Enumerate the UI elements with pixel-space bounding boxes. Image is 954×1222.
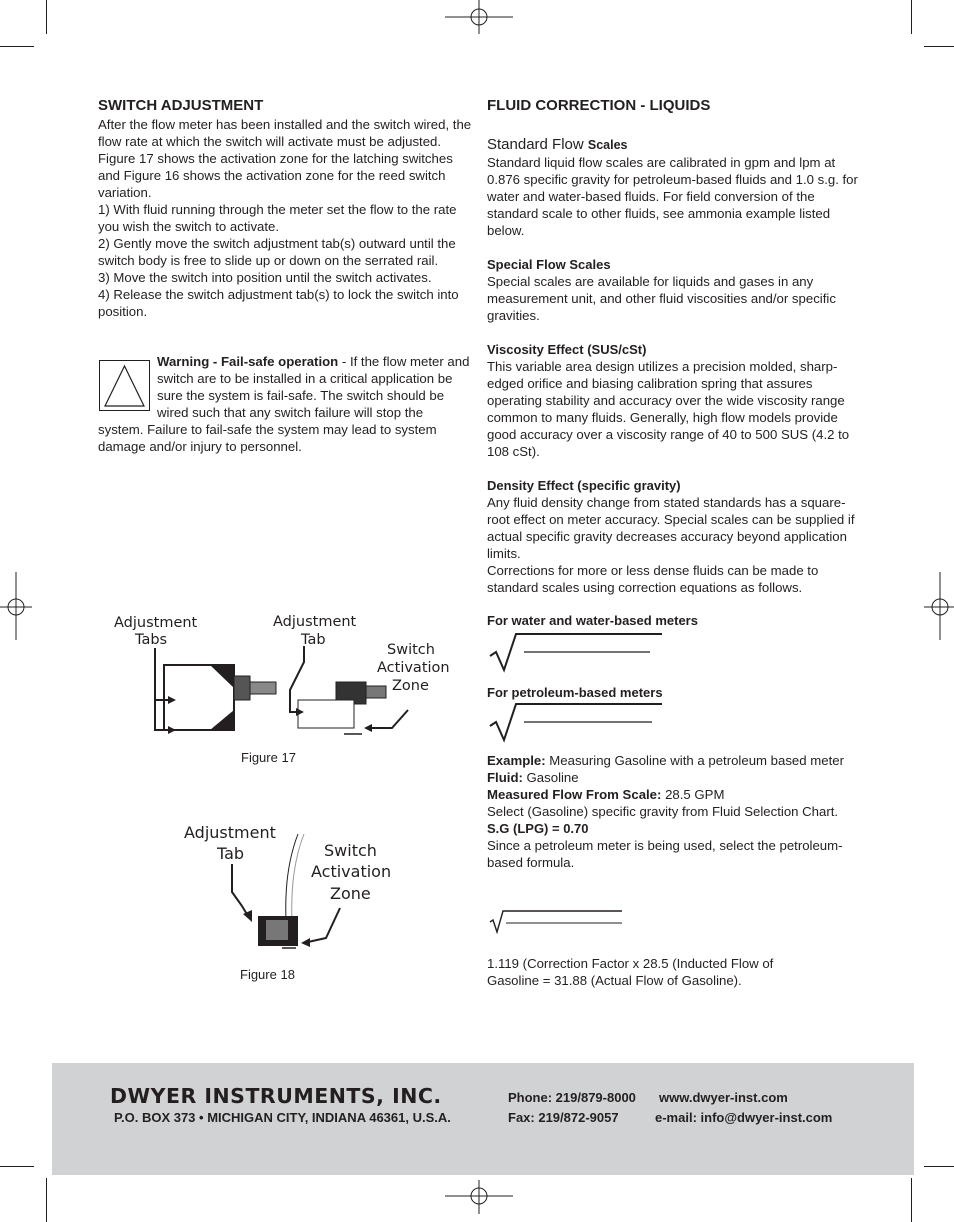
step-item: 2) Gently move the switch adjustment tab(s) outward until the switch body is free to slide up or down on the serrated rail.: [98, 236, 456, 268]
water-formula-sqrt-icon: [488, 630, 668, 674]
warning-label: Warning - Fail-safe operation: [157, 354, 339, 369]
viscosity-heading: Viscosity Effect (SUS/cSt): [487, 342, 647, 357]
section-title: FLUID CORRECTION - LIQUIDS: [487, 97, 711, 114]
std-text: Standard liquid flow scales are calibrated in gpm and lpm at 0.876 specific gravity for petroleum-based fluids and 1.0 s.g. for water and water-based fluids. For field conversion of the standard scale to other fluids, see ammonia example listed below.: [487, 155, 858, 238]
company-name: DWYER INSTRUMENTS, INC.: [110, 1084, 442, 1108]
example-label: Example:: [487, 753, 546, 768]
registration-mark: [445, 0, 515, 36]
fig17-label-zone-2: Activation: [377, 660, 450, 676]
step-item: 1) With fluid running through the meter set the flow to the rate you wish the switch to activate.: [98, 202, 457, 234]
step-item: 3) Move the switch into position until the switch activates.: [98, 270, 432, 285]
fig17-label-zone-1: Switch: [387, 642, 435, 658]
footer-web-link[interactable]: www.dwyer-inst.com: [659, 1090, 788, 1105]
crop-mark: [924, 1166, 954, 1167]
measured-text: 28.5 GPM: [661, 787, 725, 802]
fig18-label-zone-2: Activation: [311, 862, 392, 881]
fig17-label-tab-2: Tab: [301, 632, 326, 648]
viscosity-text: This variable area design utilizes a precision molded, sharp-edged orifice and biasing calibration spring that assures operating stability and accuracy over the wide viscosity range common to many fluids. Generally, high flow models provide good accuracy over a viscosity range of 40 to 500 SUS (4.2 to 108 cSt).: [487, 359, 850, 459]
registration-mark: [922, 572, 954, 642]
sg-text: S.G (LPG) = 0.70: [487, 821, 589, 836]
footer-fax: Fax: 219/872-9057: [508, 1110, 619, 1125]
warning-paragraph: [98, 353, 472, 455]
std-heading-main: Standard Flow: [487, 136, 584, 153]
special-text: Special scales are available for liquids and gases in any measurement unit, and other fluid viscosities and/or specific gravities.: [487, 274, 836, 323]
fig17-label-tabs-1: Adjustment: [114, 615, 198, 631]
fig17-label-tab-1: Adjustment: [273, 614, 357, 630]
fig17-label-tabs-2: Tabs: [135, 632, 168, 648]
intro-paragraph: After the flow meter has been installed and the switch wired, the flow rate at which the switch will activate must be adjusted. Figure 17 shows the activation zone for the latching switches and Figure 16 shows the activation zone for the reed switch variation.: [98, 117, 472, 200]
warning-text: - If the flow meter and switch are to be installed in a critical application be sure the system is fail-safe. The switch should be wired such that any switch failure will stop the system. Failure to fail-safe the system may lead to system damage and/or injury to personnel.: [98, 354, 470, 454]
fluid-text: Gasoline: [522, 770, 579, 785]
figure-17-diagram: [108, 610, 450, 745]
density-text-2: Corrections for more or less dense fluids can be made to standard scales using correction equations as follows.: [487, 563, 819, 595]
result-text: 1.119 (Correction Factor x 28.5 (Inducted Flow of Gasoline = 31.88 (Actual Flow of Gasoline).: [487, 956, 774, 988]
registration-mark: [0, 572, 34, 642]
step-item: 4) Release the switch adjustment tab(s) to lock the switch into position.: [98, 287, 459, 319]
water-formula-heading: For water and water-based meters: [487, 613, 698, 628]
example-text: Measuring Gasoline with a petroleum based meter: [545, 753, 844, 768]
left-column: [98, 97, 472, 320]
figure-17-caption: Figure 17: [241, 750, 296, 765]
footer-phone: Phone: 219/879-8000: [508, 1090, 636, 1105]
since-text: Since a petroleum meter is being used, select the petroleum-based formula.: [487, 838, 843, 870]
crop-mark: [0, 46, 34, 47]
fig18-label-tab-1: Adjustment: [184, 823, 276, 842]
special-heading: Special Flow Scales: [487, 257, 611, 272]
section-title: SWITCH ADJUSTMENT: [98, 97, 264, 114]
fig18-label-zone-1: Switch: [324, 841, 377, 860]
footer-bar: [52, 1063, 914, 1175]
petro-formula-sqrt-icon: [488, 700, 668, 744]
footer-address: P.O. BOX 373 • MICHIGAN CITY, INDIANA 46361, U.S.A.: [114, 1110, 451, 1125]
figure-18-caption: Figure 18: [240, 967, 295, 982]
fluid-label: Fluid:: [487, 770, 523, 785]
right-column: [487, 97, 867, 629]
crop-mark: [46, 0, 47, 34]
example-block: [487, 752, 867, 871]
crop-mark: [0, 1166, 34, 1167]
crop-mark: [911, 0, 912, 34]
std-heading: [487, 136, 867, 154]
crop-mark: [911, 1178, 912, 1222]
fig18-label-tab-2: Tab: [217, 844, 245, 863]
fig17-label-zone-3: Zone: [392, 678, 429, 694]
example-formula-sqrt-icon: [488, 908, 628, 936]
crop-mark: [924, 46, 954, 47]
figure-18-diagram: [180, 820, 410, 960]
registration-mark: [445, 1180, 515, 1216]
density-heading: Density Effect (specific gravity): [487, 478, 681, 493]
fig18-label-zone-3: Zone: [330, 884, 371, 903]
select-text: Select (Gasoline) specific gravity from Fluid Selection Chart.: [487, 804, 839, 819]
std-heading-small: Scales: [587, 138, 628, 152]
petro-formula-heading: For petroleum-based meters: [487, 685, 663, 700]
measured-label: Measured Flow From Scale:: [487, 787, 662, 802]
footer-email-link[interactable]: e-mail: info@dwyer-inst.com: [655, 1110, 833, 1125]
density-text: Any fluid density change from stated standards has a square-root effect on meter accuracy. Special scales can be supplied if actual specific gravity decreases accuracy beyond application limits.: [487, 495, 855, 561]
crop-mark: [46, 1178, 47, 1222]
